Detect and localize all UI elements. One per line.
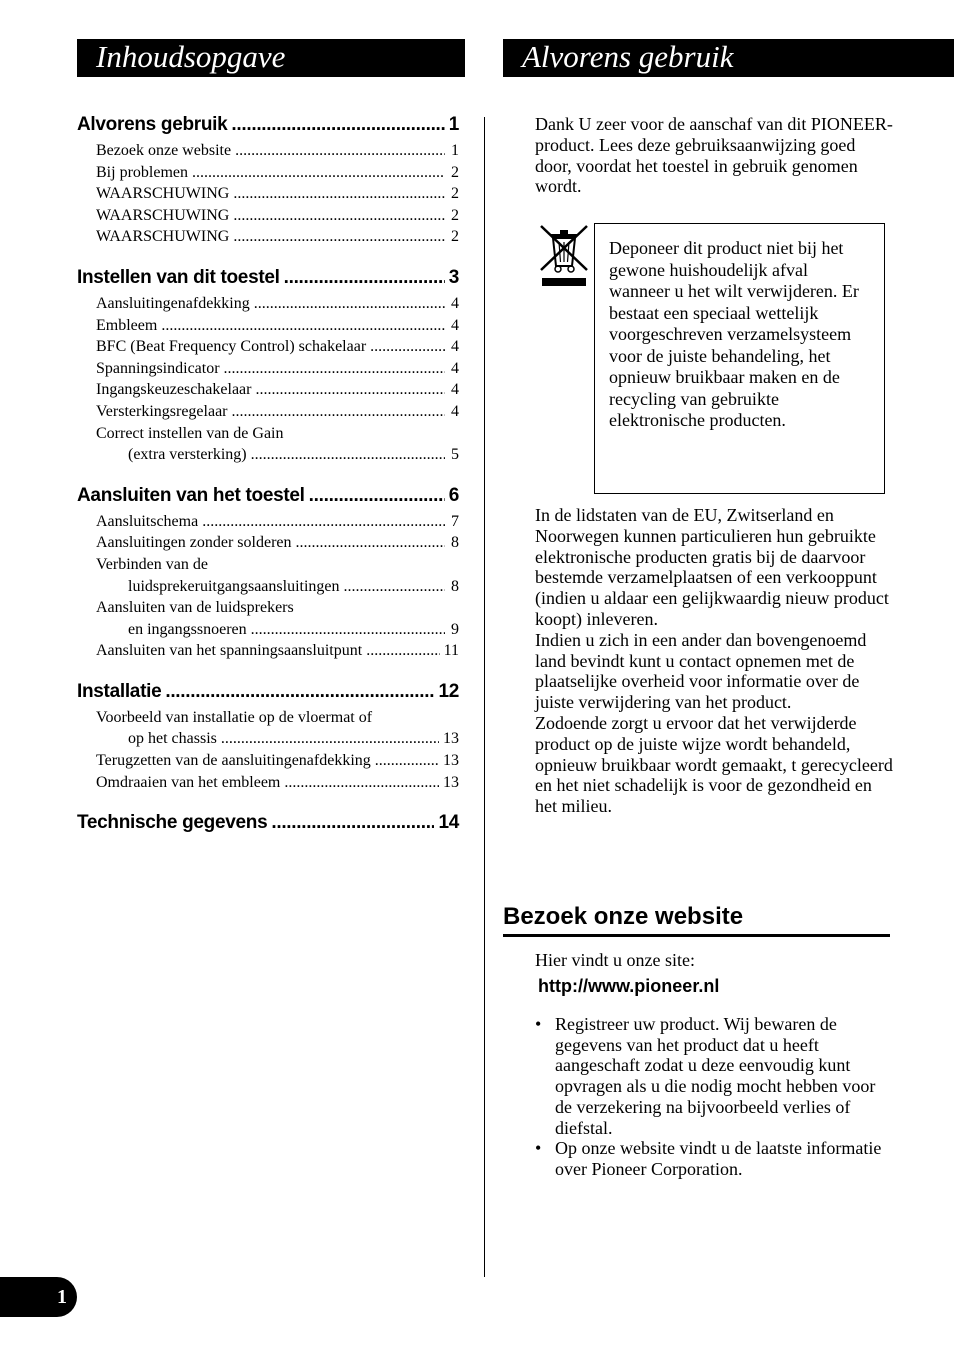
leader-dots bbox=[161, 315, 445, 337]
toc-item-page: 4 bbox=[451, 338, 459, 356]
leader-dots bbox=[375, 750, 439, 772]
toc-item[interactable] bbox=[77, 205, 459, 227]
recycle-notice-box bbox=[594, 223, 885, 494]
toc-item[interactable] bbox=[77, 444, 459, 466]
page-number: 1 bbox=[0, 1277, 77, 1317]
toc-section bbox=[77, 113, 459, 248]
toc-section-heading[interactable] bbox=[77, 266, 459, 290]
toc-section-page: 3 bbox=[448, 266, 459, 288]
toc-section bbox=[77, 484, 459, 662]
toc-item-label: Aansluitschema bbox=[96, 512, 199, 530]
bullet-item: • Op onze website vindt u de laatste informatie over Pioneer Corporation. bbox=[535, 1138, 895, 1179]
toc-section-page: 6 bbox=[448, 484, 459, 506]
toc-item-page: 13 bbox=[443, 773, 459, 791]
toc-item-label: Correct instellen van de Gain bbox=[96, 424, 284, 442]
toc-item[interactable] bbox=[77, 728, 459, 750]
toc-item-page: 7 bbox=[451, 512, 459, 530]
toc-item[interactable] bbox=[77, 532, 459, 554]
toc-item-page: 2 bbox=[451, 206, 459, 224]
toc-item[interactable] bbox=[77, 750, 459, 772]
toc-item-label-cont: en ingangssnoeren bbox=[128, 620, 247, 638]
leader-dots bbox=[165, 680, 434, 704]
crossed-out-wheelie-bin-icon bbox=[538, 222, 590, 288]
toc-item-label: Bij problemen bbox=[96, 163, 188, 181]
toc-item-page: 4 bbox=[451, 359, 459, 377]
toc-item[interactable] bbox=[77, 401, 459, 423]
website-link[interactable]: http://www.pioneer.nl bbox=[538, 976, 720, 996]
toc-section-heading[interactable] bbox=[77, 113, 459, 137]
toc-item-page: 4 bbox=[451, 381, 459, 399]
toc-item-label: Aansluitingenafdekking bbox=[96, 294, 250, 312]
leader-dots bbox=[366, 640, 439, 662]
leader-dots bbox=[233, 205, 445, 227]
leader-dots bbox=[344, 576, 445, 598]
toc-item[interactable] bbox=[77, 293, 459, 315]
toc-item-label: BFC (Beat Frequency Control) schakelaar bbox=[96, 338, 367, 356]
toc-item-page: 13 bbox=[443, 730, 459, 748]
toc-item[interactable] bbox=[77, 183, 459, 205]
toc-item[interactable] bbox=[77, 619, 459, 641]
leader-dots bbox=[271, 811, 434, 835]
toc-item-label: Voorbeeld van installatie op de vloermat of bbox=[96, 708, 373, 726]
section-title: Alvorens gebruik bbox=[503, 39, 954, 77]
leader-dots bbox=[284, 772, 439, 794]
toc-section-page: 14 bbox=[438, 812, 459, 834]
toc-item-page: 2 bbox=[451, 228, 459, 246]
leader-dots bbox=[233, 226, 445, 248]
toc-item[interactable] bbox=[77, 511, 459, 533]
toc-item-label: WAARSCHUWING bbox=[96, 185, 230, 203]
toc-item-label: Versterkingsregelaar bbox=[96, 402, 228, 420]
toc-item-label: Embleem bbox=[96, 316, 158, 334]
website-bullet-list bbox=[535, 1014, 895, 1180]
leader-dots bbox=[233, 183, 445, 205]
leader-dots bbox=[284, 266, 445, 290]
toc-item[interactable] bbox=[77, 640, 459, 662]
toc-item-page: 8 bbox=[451, 577, 459, 595]
toc-section-heading[interactable] bbox=[77, 811, 459, 835]
toc-item-page: 4 bbox=[451, 316, 459, 334]
toc-section bbox=[77, 680, 459, 793]
leader-dots bbox=[235, 140, 445, 162]
toc-title: Inhoudsopgave bbox=[77, 39, 465, 77]
leader-dots bbox=[232, 401, 446, 423]
eu-paragraph-3: Zodoende zorgt u ervoor dat het verwijderde product op de juiste wijze wordt behandeld, opnieuw bruikbaar wordt gemaakt, t gerecycleerd en het niet schadelijk is voor de gezondheid en het milieu. bbox=[535, 712, 893, 817]
toc-item[interactable] bbox=[77, 315, 459, 337]
toc-item-page: 2 bbox=[451, 185, 459, 203]
leader-dots bbox=[254, 293, 445, 315]
eu-disposal-text bbox=[535, 505, 895, 817]
table-of-contents bbox=[77, 113, 459, 853]
intro-paragraph: Dank U zeer voor de aanschaf van dit PIONEER-product. Lees deze gebruiksaanwijzing goed door, voordat het toestel in gebruik genomen wordt. bbox=[535, 114, 893, 197]
toc-item[interactable] bbox=[77, 336, 459, 358]
toc-item[interactable] bbox=[77, 162, 459, 184]
leader-dots bbox=[251, 619, 445, 641]
toc-item-page: 4 bbox=[451, 294, 459, 312]
leader-dots bbox=[192, 162, 445, 184]
toc-item-page: 13 bbox=[443, 752, 459, 770]
toc-item-label: Omdraaien van het embleem bbox=[96, 773, 281, 791]
toc-section-heading[interactable] bbox=[77, 680, 459, 704]
website-heading: Bezoek onze website bbox=[503, 902, 890, 937]
toc-item-label: Ingangskeuzeschakelaar bbox=[96, 381, 252, 399]
toc-item-page: 9 bbox=[451, 620, 459, 638]
toc-item-label: Aansluitingen zonder solderen bbox=[96, 534, 292, 552]
toc-item[interactable] bbox=[77, 226, 459, 248]
website-intro: Hier vindt u onze site: bbox=[535, 950, 695, 970]
recycle-notice: Deponeer dit product niet bij het gewone huishoudelijk afval wanneer u het wilt verwijderen. Er bestaat een speciaal wettelijk voorgeschreven verzamelsysteem voor de juiste behandeling, het opnieuw bruikbaar maken en de recycling van gebruikte elektronische producten. bbox=[609, 238, 859, 430]
toc-item-label: WAARSCHUWING bbox=[96, 228, 230, 246]
toc-item-page: 11 bbox=[443, 642, 459, 660]
toc-item-page: 8 bbox=[451, 534, 459, 552]
toc-item-label: Verbinden van de bbox=[96, 555, 208, 573]
toc-item-label-cont: op het chassis bbox=[128, 730, 217, 748]
toc-section-title: Installatie bbox=[77, 680, 162, 702]
leader-dots bbox=[224, 358, 445, 380]
toc-item-label: Terugzetten van de aansluitingenafdekking bbox=[96, 752, 371, 770]
toc-item-page: 2 bbox=[451, 163, 459, 181]
column-divider bbox=[484, 117, 485, 1277]
toc-item-label-cont: (extra versterking) bbox=[128, 446, 247, 464]
toc-section-title: Aansluiten van het toestel bbox=[77, 484, 305, 506]
eu-paragraph-2: Indien u zich in een ander dan bovengenoemd land bevindt kunt u contact opnemen met de plaatselijke overheid voor informatie over de juiste verwijdering van het product. bbox=[535, 629, 867, 713]
bullet-item: • Registreer uw product. Wij bewaren de gegevens van het product dat u heeft aangeschaft zodat u deze eenvoudig kunt opvragen als u die nodig mocht hebben voor de verzekering na bijvoorbeeld verlies of diefstal. bbox=[535, 1014, 895, 1138]
toc-item-label: Spanningsindicator bbox=[96, 359, 220, 377]
toc-section-title: Technische gegevens bbox=[77, 812, 268, 834]
leader-dots bbox=[251, 444, 445, 466]
leader-dots bbox=[221, 728, 439, 750]
leader-dots bbox=[309, 484, 445, 508]
toc-item[interactable] bbox=[77, 772, 459, 794]
leader-dots bbox=[202, 511, 445, 533]
toc-item-label: Bezoek onze website bbox=[96, 142, 232, 159]
toc-item[interactable] bbox=[77, 379, 459, 401]
toc-item[interactable] bbox=[77, 140, 459, 162]
toc-item-label: Aansluiten van het spanningsaansluitpunt bbox=[96, 642, 363, 660]
toc-item-page: 1 bbox=[451, 142, 459, 159]
toc-section bbox=[77, 266, 459, 466]
toc-section-page: 1 bbox=[448, 114, 459, 135]
toc-item-page: 4 bbox=[451, 402, 459, 420]
toc-item[interactable] bbox=[77, 576, 459, 598]
toc-section-page: 12 bbox=[438, 680, 459, 702]
leader-dots bbox=[255, 379, 445, 401]
leader-dots bbox=[231, 113, 444, 137]
toc-item-label: WAARSCHUWING bbox=[96, 206, 230, 224]
eu-paragraph-1: In de lidstaten van de EU, Zwitserland en Noorwegen kunnen particulieren hun gebruikte elektronische producten gratis bij de daarvoor bestemde verzamelplaatsen of een verkooppunt (indien u aldaar een gelijkwaardig nieuw product koopt) inleveren. bbox=[535, 505, 889, 629]
leader-dots bbox=[370, 336, 445, 358]
toc-item[interactable] bbox=[77, 358, 459, 380]
toc-section-title: Instellen van dit toestel bbox=[77, 266, 280, 288]
toc-section-heading[interactable] bbox=[77, 484, 459, 508]
toc-item-label-cont: luidsprekeruitgangsaansluitingen bbox=[128, 577, 340, 595]
toc-section bbox=[77, 811, 459, 835]
toc-item-page: 5 bbox=[451, 446, 459, 464]
toc-item-label: Aansluiten van de luidsprekers bbox=[96, 599, 294, 617]
toc-section-title: Alvorens gebruik bbox=[77, 114, 228, 135]
leader-dots bbox=[296, 532, 446, 554]
